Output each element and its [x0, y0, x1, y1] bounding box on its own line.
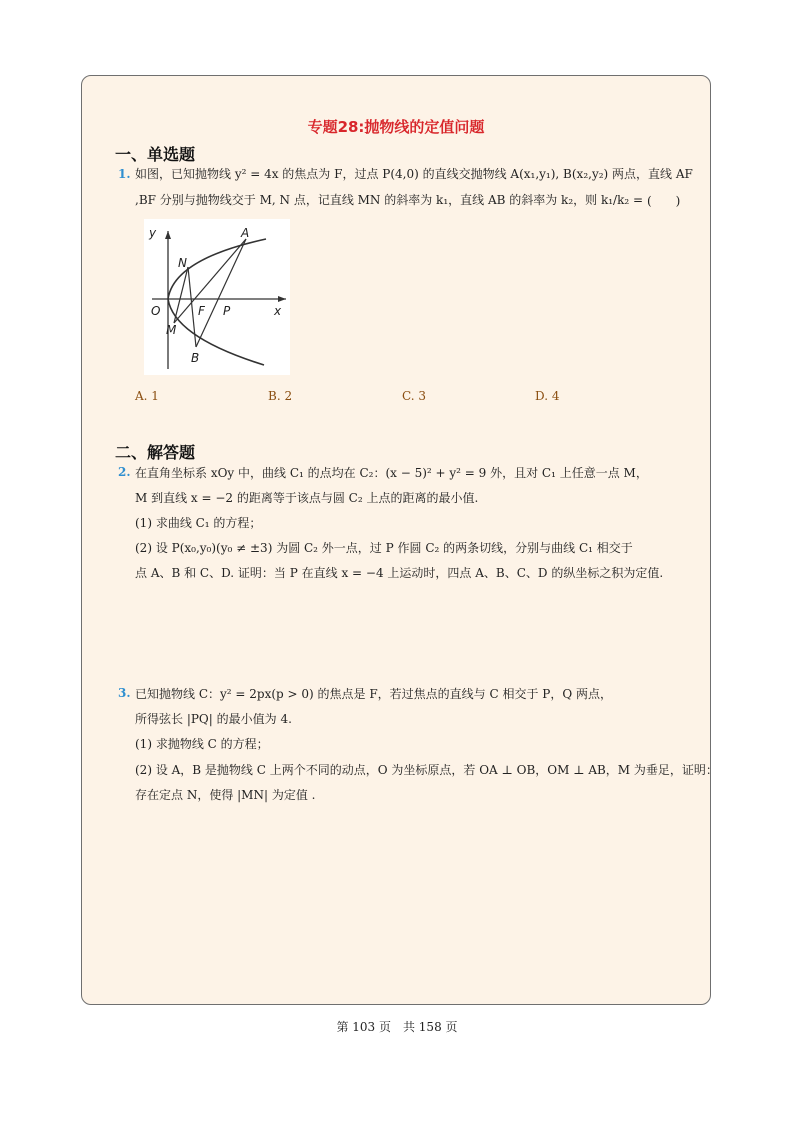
option-b: B. 2: [268, 389, 293, 403]
question-2-line-3: (1) 求曲线 C₁ 的方程；: [135, 516, 262, 530]
question-3-line-5: 存在定点 N，使得 |MN| 为定值 .: [135, 788, 316, 802]
question-1-line-1: 如图，已知抛物线 y² = 4x 的焦点为 F，过点 P(4,0) 的直线交抛物线 A(x₁,y₁), B(x₂,y₂) 两点，直线 AF: [135, 167, 693, 181]
section-heading-answer: 二、解答题: [115, 443, 196, 462]
question-2-line-1: 在直角坐标系 xOy 中，曲线 C₁ 的点均在 C₂：(x − 5)² + y² = 9 外，且对 C₁ 上任意一点 M，: [135, 466, 648, 480]
question-3-line-1: 已知抛物线 C：y² = 2px(p > 0) 的焦点是 F，若过焦点的直线与 C 相交于 P，Q 两点，: [135, 687, 613, 701]
question-2-line-5: 点 A、B 和 C、D. 证明：当 P 在直线 x = −4 上运动时，四点 A、B、C、D 的纵坐标之积为定值.: [135, 566, 664, 580]
label-n: N: [178, 256, 187, 270]
question-3-number: 3.: [118, 686, 131, 700]
x-axis-arrow: [278, 296, 286, 302]
section-heading-single-choice: 一、单选题: [115, 145, 196, 164]
label-origin: O: [151, 304, 161, 318]
parabola-figure: [144, 219, 290, 375]
question-2-line-2: M 到直线 x = −2 的距离等于该点与圆 C₂ 上点的距离的最小值.: [135, 491, 479, 505]
label-b: B: [191, 351, 200, 365]
segment-nb: [188, 267, 196, 347]
segment-ab: [196, 239, 246, 347]
option-d: D. 4: [535, 389, 560, 403]
question-3-line-3: (1) 求抛物线 C 的方程；: [135, 737, 269, 751]
content-panel: [81, 75, 718, 1005]
question-1-line-2: ,BF 分别与抛物线交于 M, N 点，记直线 MN 的斜率为 k₁，直线 AB 的斜率为 k₂，则 k₁/k₂ =: [135, 193, 644, 207]
label-x: x: [274, 304, 282, 318]
label-m: M: [166, 323, 177, 337]
label-a: A: [241, 226, 250, 240]
parabola-diagram: [144, 219, 290, 375]
question-3-line-2: 所得弦长 |PQ| 的最小值为 4.: [135, 712, 292, 726]
page-footer: 第 103 页 共 158 页: [336, 1020, 458, 1034]
label-y: y: [149, 226, 157, 240]
question-1-number: 1.: [118, 167, 131, 181]
label-p: P: [223, 304, 231, 318]
question-2-number: 2.: [118, 465, 131, 479]
option-a: A. 1: [135, 389, 159, 403]
label-f: F: [198, 304, 205, 318]
question-2-line-4: (2) 设 P(x₀,y₀)(y₀ ≠ ±3) 为圆 C₂ 外一点，过 P 作圆 C₂ 的两条切线，分别与曲线 C₁ 相交于: [135, 541, 633, 555]
page-title: 专题28:抛物线的定值问题: [307, 118, 485, 136]
option-c: C. 3: [402, 389, 427, 403]
answer-parentheses: ( ): [647, 194, 681, 208]
question-3-line-4: (2) 设 A，B 是抛物线 C 上两个不同的动点，O 为坐标原点，若 OA ⊥ OB，OM ⊥ AB，M 为垂足，证明：: [135, 763, 718, 777]
y-axis-arrow: [165, 231, 171, 239]
